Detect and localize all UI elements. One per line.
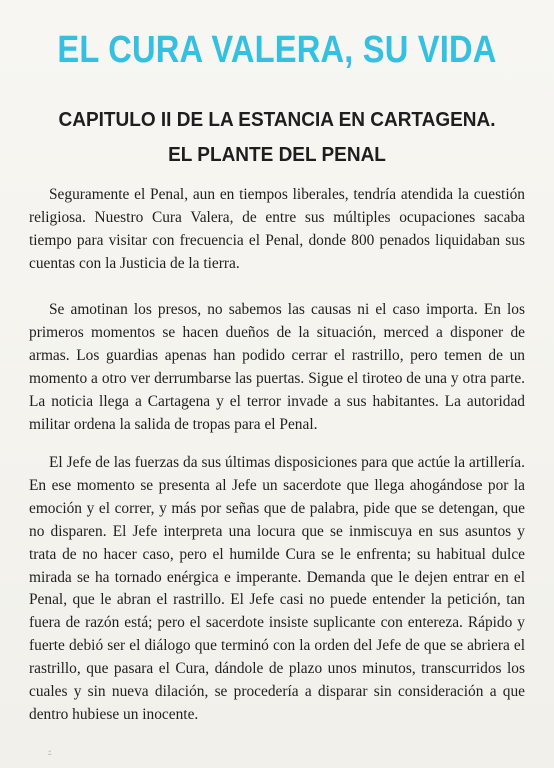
page-title: EL CURA VALERA, SU VIDA xyxy=(57,29,497,71)
body-paragraph-3: El Jefe de las fuerzas da sus últimas disposiciones para que actúe la artillería. En ese momento se presenta al Jefe un sacerdote que llega ahogándose por la emoción y el correr, y más por señas que de palabra, pide que se detengan, que no disparen. El Jefe interpreta una locura que se inmiscuya en sus asuntos y trata de no hacer caso, pero el humilde Cura se le enfrenta; su habitual dulce mirada se ha tornado enérgica e imperante. Demanda que le dejen entrar en el Penal, que le abran el rastrillo. El Jefe casi no puede entender la petición, tan fuera de razón está; pero el sacerdote insiste suplicante con entereza. Rápido y fuerte debió ser el diálogo que terminó con la orden del Jefe de que se abriera el rastrillo, que pasara el Cura, dándole de plazo unos minutos, transcurridos los cuales y sin nueva dilación, se procedería a disparar sin consideración a que dentro hubiese un inocente. xyxy=(29,454,525,723)
body-paragraph-2: Se amotinan los presos, no sabemos las causas ni el caso importa. En los primeros momentos se hacen dueños de la situación, merced a disponer de armas. Los guardias apenas han podido cerrar el rastrillo, pero temen de un momento a otro ver derrumbarse las puertas. Sigue el tiroteo de una y otra parte. La noticia llega a Cartagena y el terror invade a sus habitantes. La autoridad militar ordena la salida de tropas para el Penal. xyxy=(29,301,525,433)
body-paragraph-1: Seguramente el Penal, aun en tiempos liberales, tendría atendida la cuestión religiosa. Nuestro Cura Valera, de entre sus múltiples ocupaciones sacaba tiempo para visitar con frecuencia el Penal, donde 800 penados liquidaban sus cuentas con la Justicia de la tierra. xyxy=(29,186,525,272)
chapter-heading-line-2: EL PLANTE DEL PENAL xyxy=(168,144,386,166)
chapter-heading-line-1: CAPITULO II DE LA ESTANCIA EN CARTAGENA. xyxy=(58,109,496,131)
corner-mark: ﾆ xyxy=(48,749,52,757)
